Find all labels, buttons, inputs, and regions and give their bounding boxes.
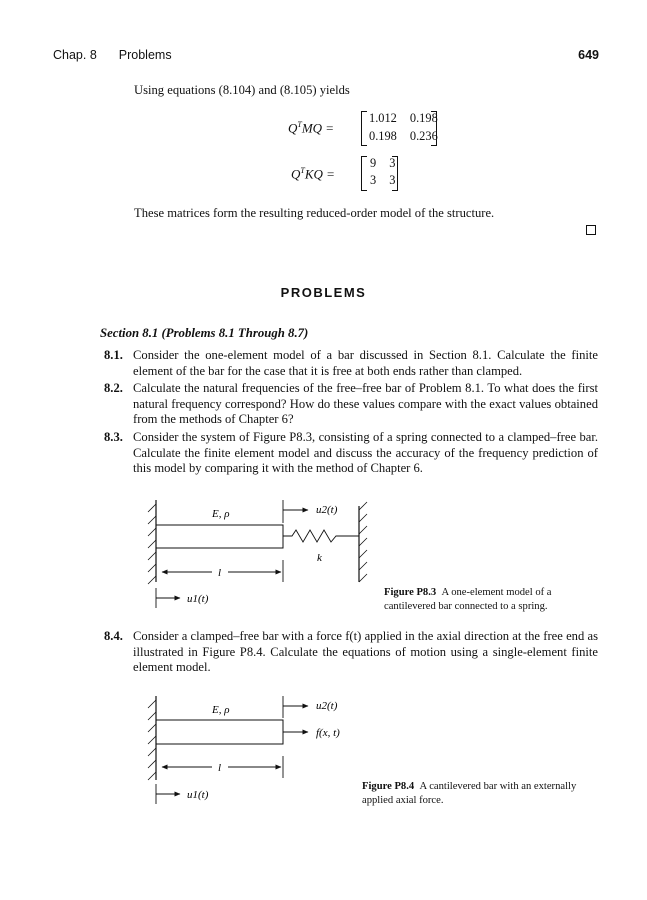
u1-label: u1(t) <box>187 593 209 605</box>
bar <box>156 720 283 744</box>
problems-title: PROBLEMS <box>280 285 367 300</box>
problem-8-4: 8.4. Consider a clamped–free bar with a force f(t) applied in the axial direction at the free end as illustrated in Figure P8.4. Calculate the equations of motion using a single-element finite element model. <box>104 629 598 675</box>
material-label: E, ρ <box>212 704 230 716</box>
figure-p8-3 <box>140 490 380 615</box>
right-wall-hatching <box>359 502 367 582</box>
end-of-example-box <box>586 225 596 235</box>
section-label: Problems <box>118 48 172 62</box>
stiffness-matrix-label: $Q^TKQ$ = <box>291 166 335 182</box>
conclusion-text: These matrices form the resulting reduced-order model of the structure. <box>134 206 495 220</box>
force-label: f(x, t) <box>316 727 340 739</box>
length-label: l <box>218 762 222 774</box>
right-bracket <box>431 111 437 146</box>
problem-8-3: 8.3. Consider the system of Figure P8.3, consisting of a spring connected to a clamped–free bar. Calculate the finite element model and discuss the accuracy of the frequency prediction of this model by comparing it with the method of Chapter 6. <box>104 430 598 476</box>
figure-p8-3-caption: Figure P8.3 A one-element model of a cantilevered bar connected to a spring. <box>384 587 552 612</box>
page-number: 649 <box>578 48 599 62</box>
mass-row-2: 0.198 0.236 <box>369 129 438 143</box>
bar <box>156 525 283 548</box>
stiffness-row-1: 9 3 <box>370 156 396 170</box>
left-wall-hatching <box>148 504 156 584</box>
section-heading: Section 8.1 (Problems 8.1 Through 8.7) <box>100 326 309 340</box>
mass-matrix-label: $Q^TMQ$ = <box>288 120 335 136</box>
right-bracket <box>392 156 398 191</box>
left-bracket <box>361 111 367 146</box>
u2-label: u2(t) <box>316 504 338 516</box>
spring <box>283 530 359 542</box>
figure-p8-4-caption: Figure P8.4 A cantilevered bar with an externally applied axial force. <box>362 781 577 806</box>
length-label: l <box>218 567 222 579</box>
spring-label: k <box>317 552 322 564</box>
running-header <box>53 48 172 62</box>
problem-8-2: 8.2. Calculate the natural frequencies of the free–free bar of Problem 8.1. To what does the first natural frequency correspond? How do these values compare with the exact values obtained from the methods of Chapter 6? <box>104 381 598 427</box>
intro-text: Using equations (8.104) and (8.105) yields <box>134 83 350 97</box>
mass-row-1: 1.012 0.198 <box>369 111 438 125</box>
left-bracket <box>361 156 367 191</box>
problem-8-1: 8.1. Consider the one-element model of a bar discussed in Section 8.1. Calculate the finite element of the bar for the case that it is free at both ends rather than clamped. <box>104 348 598 378</box>
left-wall-hatching <box>148 700 156 780</box>
stiffness-row-2: 3 3 <box>370 173 396 187</box>
chapter-label: Chap. 8 <box>53 48 97 62</box>
u1-label: u1(t) <box>187 789 209 801</box>
figure-p8-4 <box>140 688 380 813</box>
material-label: E, ρ <box>212 508 230 520</box>
u2-label: u2(t) <box>316 700 338 712</box>
